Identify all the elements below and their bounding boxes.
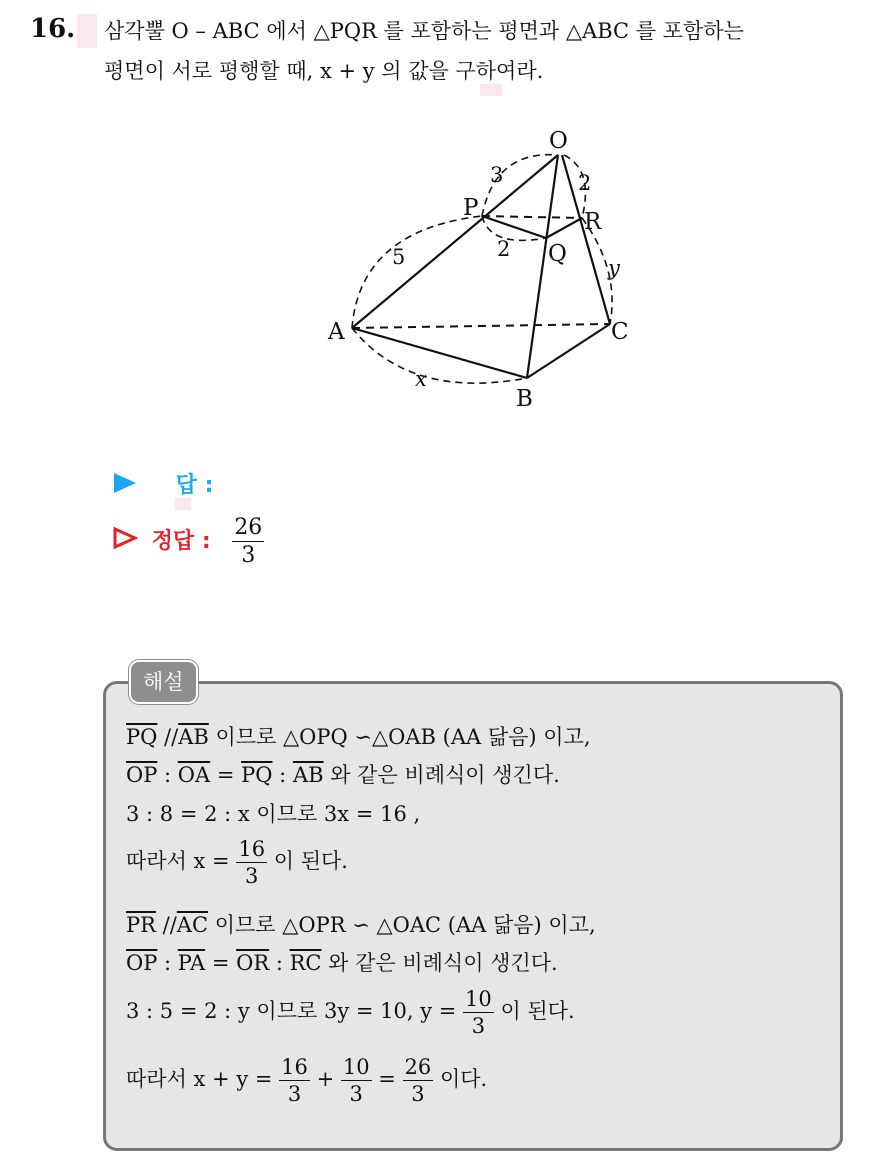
answer-row — [112, 468, 213, 499]
vertex-R: R — [584, 209, 602, 235]
correct-answer-label: 정답 : — [151, 528, 211, 554]
question-number: 16. — [30, 14, 76, 44]
highlight-tint — [77, 14, 97, 48]
solution-line-5: $\overline{PR}$ $//\overline{AC}$ 이므로 △OPR ∽ △OAC (AA 닮음) 이고, — [126, 913, 596, 937]
play-arrow-icon — [112, 471, 138, 495]
solution-line-2: $\overline{OP}$ : $\overline{OA} = \overline{PQ}$ : $\overline{AB}$ 와 같은 비례식이 생긴다. — [126, 763, 560, 787]
label-AB: x — [415, 367, 427, 391]
solution-line-6: $\overline{OP}$ : $\overline{PA} = \overline{OR}$ : $\overline{RC}$ 와 같은 비례식이 생긴다. — [126, 951, 558, 975]
solution-line-7: 3 : 5 = 2 : y 이므로 3y = 10, y = $\frac{10}{3}$ 이 된다. — [126, 987, 575, 1039]
edge-OA — [352, 155, 558, 328]
correct-answer-row — [112, 516, 264, 567]
label-OP: 3 — [490, 163, 504, 187]
outline-arrow-icon — [112, 526, 138, 550]
label-OR: 2 — [578, 171, 592, 195]
vertex-O: O — [549, 128, 568, 154]
label-RC: y — [608, 256, 620, 280]
label-PA: 5 — [392, 245, 406, 269]
solution-line-8: 따라서 x + y = $\frac{16}{3}$ + $\frac{10}{3}$ = $\frac{26}{3}$ 이다. — [126, 1055, 488, 1107]
vertex-C: C — [611, 319, 629, 345]
edge-PR — [482, 216, 582, 218]
vertex-P: P — [463, 195, 479, 221]
highlight-tint — [175, 498, 191, 510]
edge-AC — [352, 324, 610, 328]
correct-answer-value: $\frac{26}{3}$ — [234, 515, 263, 569]
question-line-1: 삼각뿔 O – ABC 에서 △PQR 를 포함하는 평면과 △ABC 를 포함하는 — [104, 19, 744, 43]
question-line-2: 평면이 서로 평행할 때, x + y 의 값을 구하여라. — [104, 59, 544, 83]
pyramid-figure — [320, 120, 650, 420]
solution-line-3: 3 : 8 = 2 : x 이므로 3x = 16 , — [126, 802, 421, 826]
solution-line-4: 따라서 x = $\frac{16}{3}$ 이 된다. — [126, 837, 348, 889]
edge-QR — [546, 218, 582, 238]
edge-BC — [527, 324, 610, 378]
solution-tag: 해설 — [129, 660, 198, 704]
answer-label: 답 : — [175, 473, 214, 498]
solution-line-1: $\overline{PQ}$ $//\overline{AB}$ 이므로 △OPQ ∽△OAB (AA 닮음) 이고, — [126, 725, 591, 749]
vertex-A: A — [328, 319, 345, 345]
label-PQ: 2 — [497, 237, 511, 261]
vertex-Q: Q — [548, 241, 567, 267]
edge-PQ — [482, 216, 546, 238]
vertex-B: B — [516, 386, 533, 412]
